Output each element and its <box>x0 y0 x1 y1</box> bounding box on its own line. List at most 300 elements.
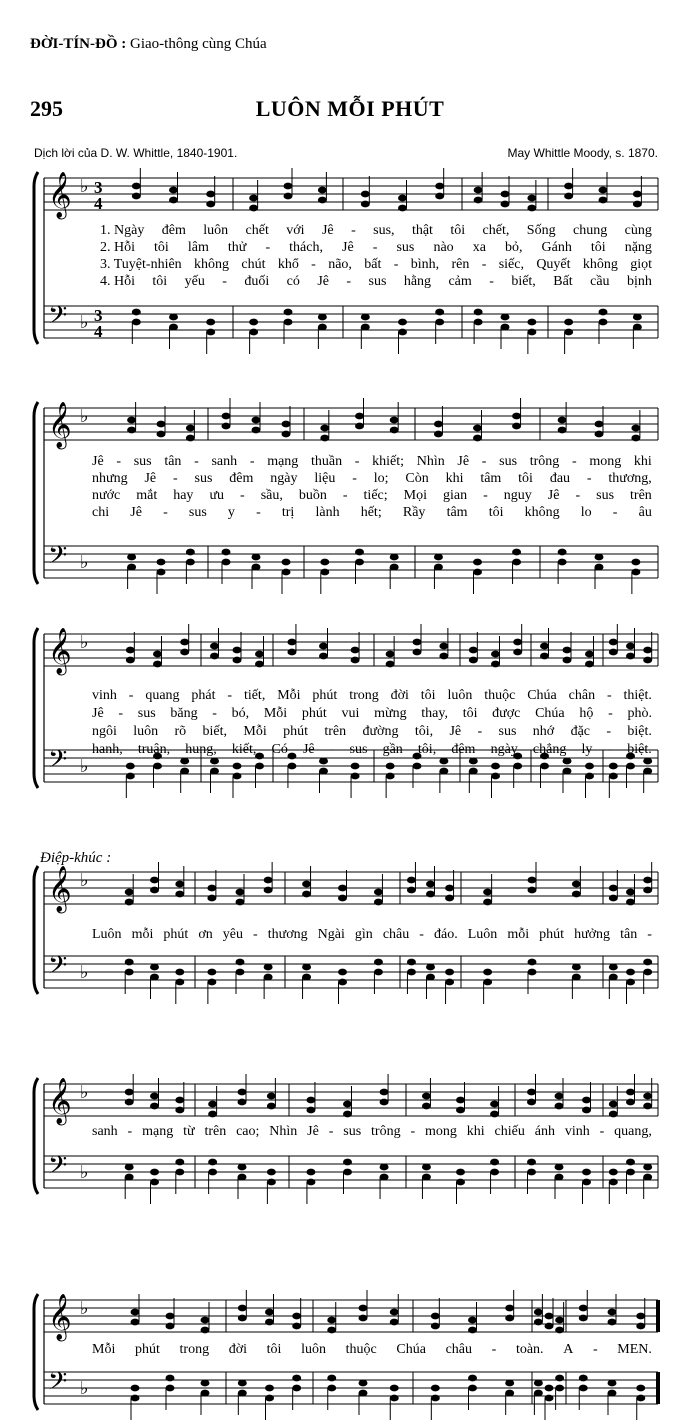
treble-clef-icon: 𝄞 <box>48 1078 72 1124</box>
note-head <box>483 889 492 896</box>
note-head <box>435 193 444 200</box>
note-head <box>282 421 291 428</box>
note-head <box>558 417 567 424</box>
lyric-syllable: tôi <box>488 505 504 520</box>
note-head <box>302 891 311 898</box>
note-head <box>208 1159 217 1166</box>
note-head <box>292 1313 301 1320</box>
lyric-syllable: - <box>351 223 356 238</box>
note-head <box>150 1093 159 1100</box>
lyric-syllable: - <box>419 927 424 942</box>
lyric-line <box>92 706 652 722</box>
note-head <box>327 1327 336 1334</box>
lyric-syllable: khổ <box>277 257 299 272</box>
lyric-syllable: Ngài <box>317 927 345 942</box>
lyric-syllable: yêu <box>222 927 243 942</box>
note-head <box>468 1375 477 1382</box>
hymn-number: 295 <box>30 96 63 121</box>
note-head <box>180 649 189 656</box>
lyric-syllable: bất <box>364 257 382 272</box>
lyric-line <box>100 240 652 256</box>
note-head <box>512 423 521 430</box>
note-head <box>319 768 328 775</box>
brace-bracket <box>34 1078 38 1194</box>
note-head <box>608 1309 617 1316</box>
lyric-syllable: ánh <box>534 1124 555 1139</box>
note-head <box>361 314 370 321</box>
lyric-syllable: - <box>118 706 124 721</box>
note-head <box>527 1169 536 1176</box>
lyric-syllable: - <box>253 927 258 942</box>
lyric-syllable: khi <box>445 471 464 486</box>
lyric-syllable: 4. Hỗi <box>100 274 135 289</box>
flat-key-signature: ♭ <box>80 756 89 777</box>
note-head <box>512 413 521 420</box>
lyric-syllable: - <box>354 454 360 469</box>
note-head <box>201 1317 210 1324</box>
note-head <box>267 1179 276 1186</box>
lyric-syllable: gìn <box>354 927 373 942</box>
note-head <box>255 661 264 668</box>
note-head <box>491 651 500 658</box>
lyric-syllable: biệt. <box>627 724 652 739</box>
note-head <box>609 885 618 892</box>
note-head <box>527 1159 536 1166</box>
note-head <box>631 425 640 432</box>
note-head <box>287 763 296 770</box>
note-head <box>249 205 258 212</box>
note-head <box>150 974 159 981</box>
note-head <box>131 1395 140 1402</box>
lyric-syllable: truân, <box>137 742 171 757</box>
note-head <box>238 1099 247 1106</box>
note-head <box>643 1093 652 1100</box>
lyric-syllable: hanh, <box>92 742 123 757</box>
note-head <box>490 1101 499 1108</box>
note-head <box>355 559 364 566</box>
note-head <box>186 435 195 442</box>
note-head <box>585 661 594 668</box>
lyric-syllable: xa <box>472 240 486 255</box>
lyric-syllable: băng <box>170 706 198 721</box>
note-head <box>264 887 273 894</box>
lyric-syllable: ngôi <box>92 724 117 739</box>
lyric-syllable: Nhìn <box>269 1124 298 1139</box>
translator-credit: Dịch lời của D. W. Whittle, 1840-1901. <box>34 146 238 160</box>
note-head <box>233 657 242 664</box>
lyric-syllable: - <box>393 257 399 272</box>
note-head <box>125 899 134 906</box>
note-head <box>267 1103 276 1110</box>
note-head <box>643 647 652 654</box>
lyric-syllable: trên <box>630 488 652 503</box>
note-head <box>390 1395 399 1402</box>
lyric-syllable: có <box>286 274 300 289</box>
note-head <box>534 1319 543 1326</box>
note-head <box>501 201 510 208</box>
note-head <box>407 959 416 966</box>
note-head <box>609 773 618 780</box>
note-head <box>186 425 195 432</box>
lyric-syllable: - <box>607 742 613 757</box>
note-head <box>132 193 141 200</box>
lyric-syllable: MEN. <box>617 1342 652 1357</box>
note-head <box>318 187 327 194</box>
note-head <box>439 643 448 650</box>
note-head <box>157 559 166 566</box>
note-head <box>431 1323 440 1330</box>
lyric-syllable: mạng <box>142 1124 174 1139</box>
note-head <box>175 891 184 898</box>
note-head <box>469 768 478 775</box>
note-head <box>169 324 178 331</box>
note-head <box>555 1375 564 1382</box>
lyric-syllable: hằng <box>403 274 432 289</box>
lyric-syllable: chút <box>241 257 266 272</box>
note-head <box>236 889 245 896</box>
treble-clef-icon: 𝄞 <box>48 172 72 218</box>
note-head <box>474 319 483 326</box>
bass-clef-icon: 𝄢 <box>48 541 68 576</box>
lyric-syllable: khi <box>633 454 652 469</box>
note-head <box>127 554 136 561</box>
lyric-syllable: kiết, <box>231 742 257 757</box>
note-head <box>380 1174 389 1181</box>
note-head <box>527 319 536 326</box>
lyric-syllable: Jê <box>302 742 315 757</box>
note-head <box>150 877 159 884</box>
note-head <box>422 1093 431 1100</box>
lyric-syllable: sus, <box>373 223 395 238</box>
note-head <box>626 643 635 650</box>
note-head <box>169 187 178 194</box>
note-head <box>558 549 567 556</box>
note-head <box>445 895 454 902</box>
lyric-syllable: sus <box>343 1124 362 1139</box>
note-head <box>343 1101 352 1108</box>
lyric-syllable: thật <box>411 223 433 238</box>
lyric-syllable: - <box>172 471 178 486</box>
note-head <box>132 319 141 326</box>
note-head <box>643 959 652 966</box>
lyric-syllable: nhưng <box>92 471 128 486</box>
lyric-syllable: phát <box>191 688 216 703</box>
note-head <box>626 763 635 770</box>
lyric-syllable: không <box>194 257 230 272</box>
note-head <box>435 319 444 326</box>
note-head <box>413 639 422 646</box>
lyric-syllable: nước <box>92 488 121 503</box>
note-head <box>222 559 231 566</box>
note-head <box>456 1169 465 1176</box>
note-head <box>431 1313 440 1320</box>
lyric-syllable: - <box>606 724 612 739</box>
lyric-syllable: tôi, <box>414 724 434 739</box>
lyric-syllable: sus <box>188 505 207 520</box>
lyric-syllable: trên <box>324 724 347 739</box>
note-head <box>513 763 522 770</box>
note-head <box>374 959 383 966</box>
note-head <box>287 649 296 656</box>
lyric-syllable: Mỗi <box>92 1342 116 1357</box>
note-head <box>320 425 329 432</box>
note-head <box>125 1164 134 1171</box>
note-head <box>150 1179 159 1186</box>
note-head <box>643 1164 652 1171</box>
note-head <box>238 1315 247 1322</box>
note-head <box>643 758 652 765</box>
note-head <box>166 1385 175 1392</box>
note-head <box>609 1169 618 1176</box>
note-head <box>338 979 347 986</box>
note-head <box>380 1089 389 1096</box>
note-head <box>545 1385 554 1392</box>
lyric-syllable: nặng <box>624 240 652 255</box>
note-head <box>483 979 492 986</box>
flat-key-signature: ♭ <box>80 1162 89 1183</box>
lyric-syllable: Luôn <box>92 927 122 942</box>
note-head <box>206 201 215 208</box>
lyric-syllable: tân <box>620 927 638 942</box>
note-head <box>175 969 184 976</box>
lyric-syllable: thử <box>227 240 247 255</box>
lyric-syllable: không <box>524 505 560 520</box>
note-head <box>386 773 395 780</box>
lyric-syllable: tiết, <box>243 688 266 703</box>
treble-clef-icon: 𝄞 <box>48 402 72 448</box>
note-head <box>527 329 536 336</box>
note-head <box>439 653 448 660</box>
note-head <box>208 1111 217 1118</box>
lyric-syllable: Jê <box>547 488 560 503</box>
note-head <box>180 768 189 775</box>
note-head <box>435 183 444 190</box>
note-head <box>374 969 383 976</box>
note-head <box>222 549 231 556</box>
note-head <box>609 1179 618 1186</box>
lyric-line <box>92 724 652 740</box>
note-head <box>292 1323 301 1330</box>
note-head <box>579 1305 588 1312</box>
lyric-syllable: sus <box>194 471 213 486</box>
note-head <box>153 661 162 668</box>
note-head <box>608 1390 617 1397</box>
note-head <box>327 1385 336 1392</box>
note-head <box>599 197 608 204</box>
note-head <box>512 559 521 566</box>
note-head <box>175 1159 184 1166</box>
lyric-syllable: đêm <box>161 223 186 238</box>
lyric-syllable: phút <box>312 688 338 703</box>
note-head <box>132 309 141 316</box>
note-head <box>390 554 399 561</box>
note-head <box>126 763 135 770</box>
lyric-syllable: Mỗi <box>243 724 267 739</box>
note-head <box>386 651 395 658</box>
lyric-syllable: - <box>592 1342 598 1357</box>
note-head <box>265 1395 274 1402</box>
note-head <box>150 1103 159 1110</box>
note-head <box>626 1089 635 1096</box>
note-head <box>338 895 347 902</box>
note-head <box>320 559 329 566</box>
note-head <box>456 1107 465 1114</box>
note-head <box>320 569 329 576</box>
lyric-syllable: Jê <box>457 454 470 469</box>
note-head <box>631 569 640 576</box>
lyric-syllable: chết <box>245 223 269 238</box>
note-head <box>201 1380 210 1387</box>
lyric-syllable: sus <box>499 454 518 469</box>
note-head <box>585 773 594 780</box>
note-head <box>564 329 573 336</box>
lyric-syllable: khi <box>466 1124 485 1139</box>
note-head <box>643 768 652 775</box>
refrain-label: Điệp-khúc : <box>40 850 112 866</box>
note-head <box>359 1390 368 1397</box>
note-head <box>643 877 652 884</box>
note-head <box>207 979 216 986</box>
bass-clef-icon: 𝄢 <box>48 951 68 986</box>
note-head <box>210 758 219 765</box>
note-head <box>157 569 166 576</box>
note-head <box>284 309 293 316</box>
flat-key-signature: ♭ <box>80 1082 89 1103</box>
lyric-syllable: lâm <box>187 240 209 255</box>
note-head <box>626 969 635 976</box>
note-head <box>564 319 573 326</box>
lyric-syllable: - <box>599 1124 605 1139</box>
note-head <box>125 959 134 966</box>
lyric-syllable: phút <box>539 927 565 942</box>
lyric-syllable: Luôn <box>467 927 498 942</box>
lyric-syllable: sanh <box>92 1124 118 1139</box>
lyric-syllable: phút <box>283 724 308 739</box>
lyric-syllable: hưởng <box>574 927 611 942</box>
note-head <box>320 435 329 442</box>
note-head <box>505 1305 514 1312</box>
note-head <box>238 1174 247 1181</box>
note-head <box>555 1093 564 1100</box>
lyric-syllable: - <box>410 1124 416 1139</box>
note-head <box>473 435 482 442</box>
lyric-syllable: tiếc; <box>363 488 388 503</box>
lyric-syllable: biết, <box>202 724 228 739</box>
lyric-syllable: biết, <box>511 274 536 289</box>
flat-key-signature: ♭ <box>80 312 89 333</box>
lyric-syllable: Sống <box>526 223 556 238</box>
note-head <box>643 969 652 976</box>
note-head <box>222 423 231 430</box>
note-head <box>233 763 242 770</box>
note-head <box>528 969 537 976</box>
lyric-syllable: Mỗi <box>263 706 288 721</box>
lyric-syllable: - <box>227 688 233 703</box>
lyric-syllable: bỏ, <box>504 240 523 255</box>
note-head <box>302 974 311 981</box>
lyric-syllable: chi <box>92 505 110 520</box>
lyric-syllable: Chúa <box>396 1342 426 1357</box>
note-head <box>166 1323 175 1330</box>
note-head <box>491 763 500 770</box>
lyric-syllable: - <box>481 257 487 272</box>
note-head <box>267 1093 276 1100</box>
note-head <box>474 187 483 194</box>
hymn-title: LUÔN MỖI PHÚT <box>255 96 445 121</box>
note-head <box>563 758 572 765</box>
lyric-syllable: - <box>352 471 357 486</box>
lyric-syllable: - <box>265 240 271 255</box>
time-signature-top: 3 <box>94 178 103 197</box>
lyric-syllable: rõ <box>174 724 187 739</box>
lyric-syllable: sus <box>596 488 615 503</box>
brace-bracket <box>34 866 38 994</box>
note-head <box>585 763 594 770</box>
time-signature-bottom: 4 <box>94 194 103 213</box>
lyric-syllable: mạng <box>267 454 299 469</box>
lyric-syllable: Chúa <box>527 688 557 703</box>
note-head <box>631 559 640 566</box>
note-head <box>434 564 443 571</box>
lyric-syllable: Còn <box>405 471 429 486</box>
lyric-syllable: quang, <box>614 1124 652 1139</box>
note-head <box>153 651 162 658</box>
note-head <box>513 639 522 646</box>
note-head <box>407 969 416 976</box>
note-head <box>132 183 141 190</box>
lyric-syllable: Mọi <box>403 488 427 503</box>
note-head <box>558 559 567 566</box>
note-head <box>126 773 135 780</box>
lyric-line <box>92 742 652 758</box>
lyric-syllable: tôi <box>590 240 606 255</box>
lyric-syllable: Quyết <box>536 257 571 272</box>
lyric-syllable: lo <box>580 505 592 520</box>
note-head <box>407 887 416 894</box>
note-head <box>175 1107 184 1114</box>
lyric-syllable: trong <box>349 688 379 703</box>
note-head <box>501 324 510 331</box>
lyric-syllable: - <box>116 454 122 469</box>
note-head <box>527 195 536 202</box>
note-head <box>306 1097 315 1104</box>
lyric-syllable: - <box>608 706 613 721</box>
note-head <box>306 1169 315 1176</box>
note-head <box>175 979 184 986</box>
note-head <box>473 559 482 566</box>
note-head <box>555 1317 564 1324</box>
note-head <box>555 1327 564 1334</box>
lyric-syllable: Mỗi <box>277 688 301 703</box>
note-head <box>238 1164 247 1171</box>
lyric-syllable: phút <box>134 1342 160 1357</box>
lyric-syllable: tôi <box>266 1342 282 1357</box>
composer-credit: May Whittle Moody, s. 1870. <box>507 146 658 160</box>
note-head <box>343 1159 352 1166</box>
lyric-syllable: tân <box>164 454 182 469</box>
note-head <box>490 1111 499 1118</box>
note-head <box>180 639 189 646</box>
lyric-syllable: Jê <box>92 454 104 469</box>
note-head <box>292 1385 301 1392</box>
note-head <box>595 554 604 561</box>
lyric-syllable: đường <box>362 724 399 739</box>
note-head <box>126 647 135 654</box>
note-head <box>501 191 510 198</box>
note-head <box>284 183 293 190</box>
note-head <box>398 319 407 326</box>
lyric-syllable: siếc, <box>498 257 524 272</box>
